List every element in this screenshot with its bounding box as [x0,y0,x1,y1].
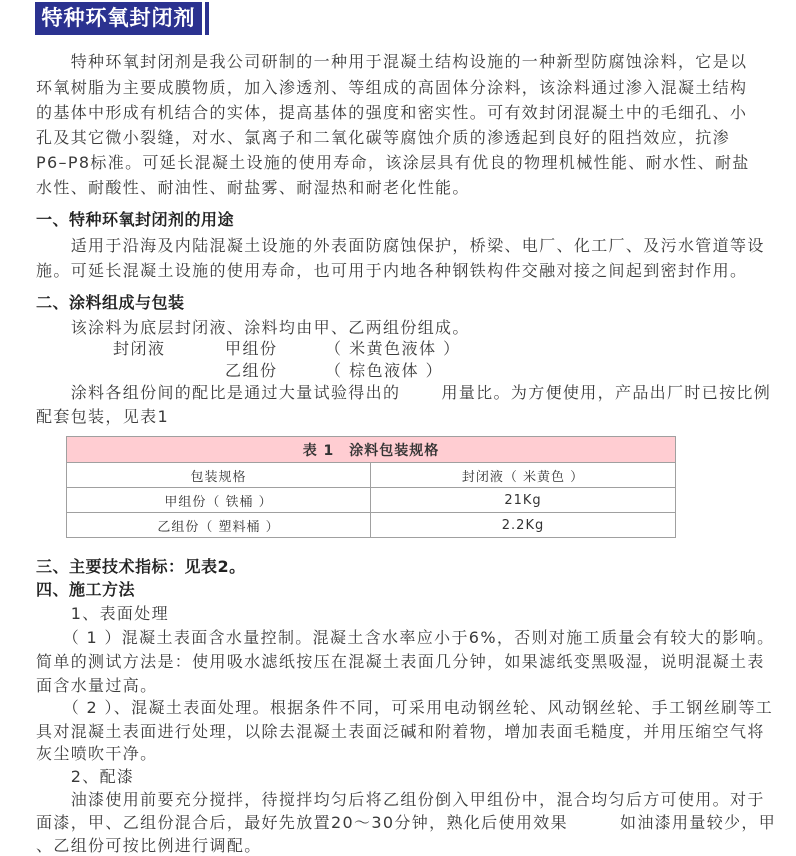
method-line: 面含水量过高。 [36,676,158,695]
intro-line: 水性、耐酸性、耐油性、耐盐雾、耐湿热和耐老化性能。 [36,178,470,197]
section-heading-specs: 三、主要技术指标：见表2。 [36,557,246,576]
table-cell: 21Kg [371,488,676,513]
table-cell: 乙组份（ 塑料桶 ） [67,513,371,538]
ratio-line: 涂料各组份间的配比是通过大量试验得出的 用量比。为方便使用，产品出厂时已按比例 [36,383,772,402]
page-title: 特种环氧封闭剂 [35,2,202,35]
subheading-surface: 1、表面处理 [36,604,169,623]
section-heading-composition: 二、涂料组成与包装 [36,293,185,312]
table-row [67,488,676,513]
intro-line: P6–P8标准。可延长混凝土设施的使用寿命，该涂层具有优良的物理机械性能、耐水性、耐盐 [36,153,750,172]
method-line: （ 1 ）混凝土表面含水量控制。混凝土含水率应小于6%，否则对施工质量会有较大的影响。 [36,628,775,647]
method-line: 简单的测试方法是：使用吸水滤纸按压在混凝土表面几分钟，如果滤纸变黑吸湿，说明混凝土表 [36,652,765,671]
table-header-row [67,463,676,488]
method-line: 灰尘喷吹干净。 [36,744,158,763]
method-line: 具对混凝土表面进行处理，以除去混凝土表面泛碱和附着物，增加表面毛糙度，并用压缩空气将 [36,722,765,741]
ratio-line: 配套包装，见表1 [36,407,169,426]
usage-line: 施。可延长混凝土设施的使用寿命，也可用于内地各种钢铁构件交融对接之间起到密封作用。 [36,261,748,280]
table-caption: 表 1 涂料包装规格 [67,437,676,463]
intro-line: 特种环氧封闭剂是我公司研制的一种用于混凝土结构设施的一种新型防腐蚀涂料，它是以 [36,52,748,71]
section-heading-method: 四、施工方法 [36,580,136,599]
section-heading-usage: 一、特种环氧封闭剂的用途 [36,210,235,229]
table-header-cell: 封闭液（ 米黄色 ） [371,463,676,488]
table-cell: 甲组份（ 铁桶 ） [67,488,371,513]
subheading-mixing: 2、配漆 [36,767,135,786]
component-part-b: 乙组份 [225,361,278,380]
intro-line: 的基体中形成有机结合的实体，提高基体的强度和密实性。可有效封闭混凝土中的毛细孔、小 [36,103,748,122]
component-part-a: 甲组份 [225,339,278,358]
packaging-table [66,436,676,538]
title-accent-stripe [205,2,209,35]
intro-line: 环氧树脂为主要成膜物质，加入渗透剂、等组成的高固体分涂料，该涂料通过渗入混凝土结构 [36,78,748,97]
mixing-line: 油漆使用前要充分搅拌，待搅拌均匀后将乙组份倒入甲组份中，混合均匀后方可使用。对于 [36,790,765,809]
method-line: （ 2 ）、混凝土表面处理。根据条件不同，可采用电动钢丝轮、风动钢丝轮、手工钢丝刷等工 [36,698,774,717]
table-cell: 2.2Kg [371,513,676,538]
table-header-cell: 包装规格 [67,463,371,488]
component-part-b-desc: （ 棕色液体 ） [325,361,444,380]
usage-line: 适用于沿海及内陆混凝土设施的外表面防腐蚀保护，桥梁、电厂、化工厂、及污水管道等设 [36,236,765,255]
mixing-line: 面漆，甲、乙组份混合后，最好先放置20～30分钟，熟化后使用效果 如油漆用量较少，甲 [36,813,777,832]
component-part-a-desc: （ 米黄色液体 ） [325,339,461,358]
composition-line: 该涂料为底层封闭液、涂料均由甲、乙两组份组成。 [36,318,470,337]
component-name: 封闭液 [113,339,166,358]
mixing-line: 、乙组份可按比例进行调配。 [36,836,262,855]
intro-line: 孔及其它微小裂缝，对水、氯离子和二氧化碳等腐蚀介质的渗透起到良好的阻挡效应，抗渗 [36,128,731,147]
table-row [67,513,676,538]
